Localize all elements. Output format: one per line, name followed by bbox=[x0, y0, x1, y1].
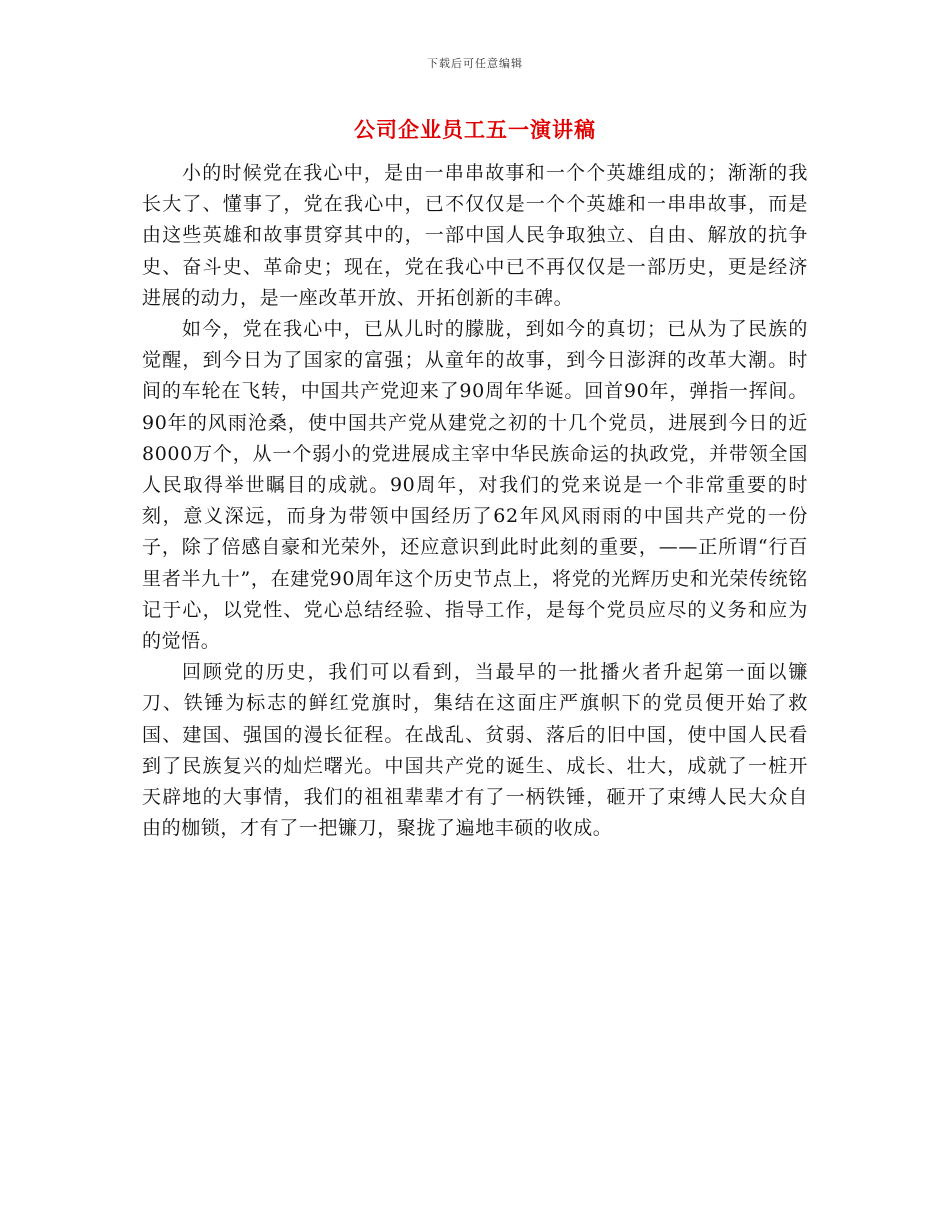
document-body bbox=[142, 158, 808, 844]
paragraph-1: 小的时候党在我心中，是由一串串故事和一个个英雄组成的；渐渐的我长大了、懂事了，党在我心中，已不仅仅是一个个英雄和一串串故事，而是由这些英雄和故事贯穿其中的，一部中国人民争取独立、自由、解放的抗争史、奋斗史、革命史；现在，党在我心中已不再仅仅是一部历史，更是经济进展的动力，是一座改革开放、开拓创新的丰碑。 bbox=[142, 162, 808, 309]
document-title: 公司企业员工五一演讲稿 bbox=[354, 117, 596, 142]
paragraph-2: 如今，党在我心中，已从儿时的朦胧，到如今的真切；已从为了民族的觉醒，到今日为了国家的富强；从童年的故事，到今日澎湃的改革大潮。时间的车轮在飞转，中国共产党迎来了90周年华诞。回首90年，弹指一挥间。90年的风雨沧桑，使中国共产党从建党之初的十几个党员，进展到今日的近8000万个，从一个弱小的党进展成主宰中华民族命运的执政党，并带领全国人民取得举世瞩目的成就。90周年，对我们的党来说是一个非常重要的时刻，意义深远，而身为带领中国经历了62年风风雨雨的中国共产党的一份子，除了倍感自豪和光荣外，还应意识到此时此刻的重要，——正所谓“行百里者半九十”，在建党90周年这个历史节点上，将党的光辉历史和光荣传统铭记于心，以党性、党心总结经验、指导工作，是每个党员应尽的义务和应为的觉悟。 bbox=[142, 318, 808, 653]
header-note: 下载后可任意编辑 bbox=[427, 57, 523, 70]
paragraph-3: 回顾党的历史，我们可以看到，当最早的一批播火者升起第一面以镰刀、铁锤为标志的鲜红党旗时，集结在这面庄严旗帜下的党员便开始了救国、建国、强国的漫长征程。在战乱、贫弱、落后的旧中国，使中国人民看到了民族复兴的灿烂曙光。中国共产党的诞生、成长、壮大，成就了一桩开天辟地的大事情，我们的祖祖辈辈才有了一柄铁锤，砸开了束缚人民大众自由的枷锁，才有了一把镰刀，聚拢了遍地丰硕的收成。 bbox=[142, 661, 808, 840]
